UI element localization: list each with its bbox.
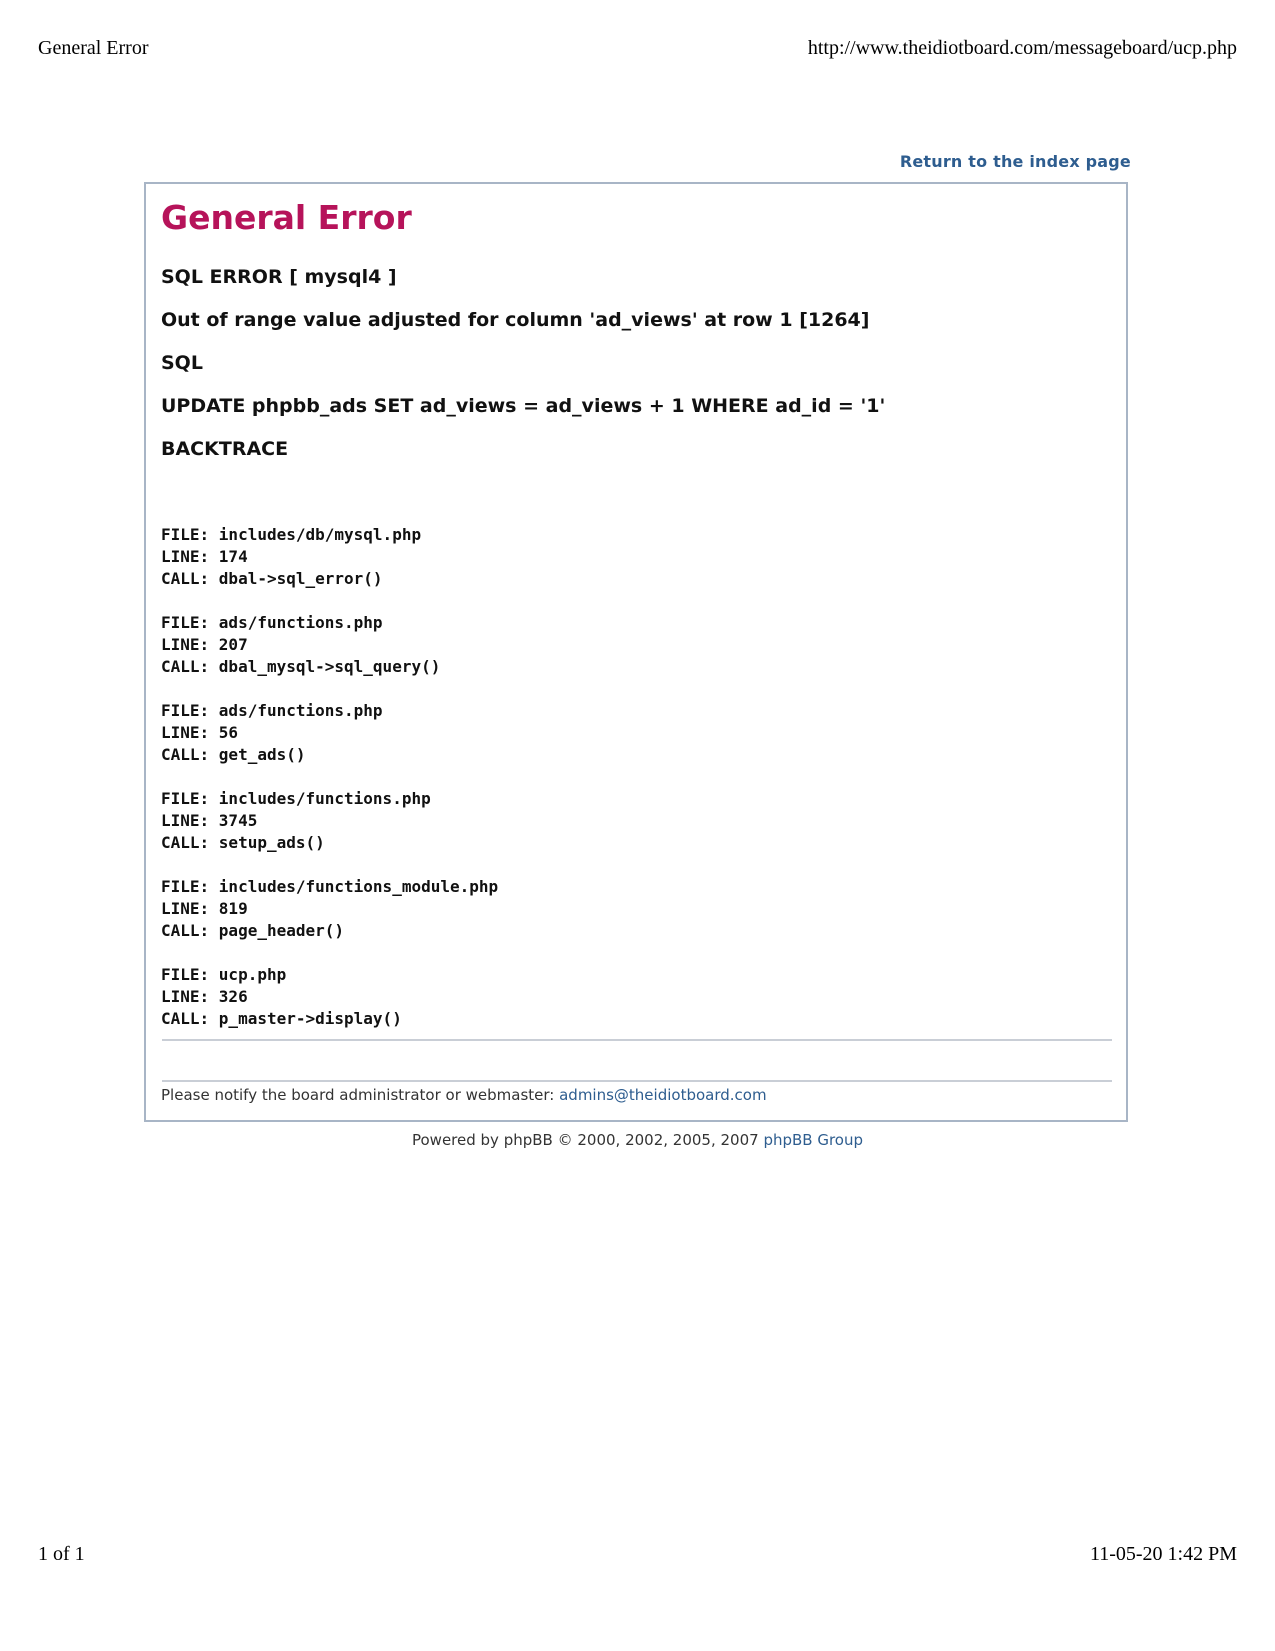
backtrace-call: CALL: dbal_mysql->sql_query()	[161, 657, 441, 676]
print-header-url: http://www.theidiotboard.com/messageboard/ucp.php	[807, 37, 1237, 59]
backtrace-call: CALL: dbal->sql_error()	[161, 569, 383, 588]
backtrace-line: LINE: 174	[161, 547, 248, 566]
print-datetime: 11-05-20 1:42 PM	[1089, 1543, 1237, 1565]
error-panel	[144, 182, 1128, 1122]
powered-text: Powered by phpBB © 2000, 2002, 2005, 2007	[411, 1131, 764, 1149]
backtrace-call: CALL: get_ads()	[161, 745, 306, 764]
divider	[162, 1080, 1112, 1082]
backtrace-entry	[161, 788, 498, 854]
backtrace-label: BACKTRACE	[161, 438, 289, 460]
return-to-index-link[interactable]: Return to the index page	[899, 152, 1131, 171]
backtrace-file: FILE: ucp.php	[161, 965, 287, 984]
notify-text: Please notify the board administrator or webmaster:	[161, 1086, 560, 1104]
backtrace-line: LINE: 326	[161, 987, 248, 1006]
backtrace-entry	[161, 700, 498, 766]
backtrace-entry	[161, 876, 498, 942]
backtrace-file: FILE: includes/functions_module.php	[161, 877, 499, 896]
print-header-title: General Error	[38, 37, 149, 59]
backtrace-file: FILE: includes/functions.php	[161, 789, 431, 808]
backtrace-entry	[161, 612, 498, 678]
backtrace-file: FILE: ads/functions.php	[161, 701, 383, 720]
admin-email-link[interactable]: admins@theidiotboard.com	[559, 1086, 767, 1104]
backtrace-file: FILE: ads/functions.php	[161, 613, 383, 632]
backtrace-call: CALL: setup_ads()	[161, 833, 325, 852]
backtrace-line: LINE: 3745	[161, 811, 258, 830]
sql-error-label: SQL ERROR [ mysql4 ]	[161, 266, 397, 288]
sql-label: SQL	[161, 352, 203, 374]
sql-query: UPDATE phpbb_ads SET ad_views = ad_views + 1 WHERE ad_id = '1'	[161, 395, 886, 417]
backtrace-line: LINE: 207	[161, 635, 248, 654]
print-page-number: 1 of 1	[38, 1543, 85, 1565]
backtrace-file: FILE: includes/db/mysql.php	[161, 525, 422, 544]
error-message: Out of range value adjusted for column 'ad_views' at row 1 [1264]	[161, 309, 870, 331]
phpbb-group-link[interactable]: phpBB Group	[763, 1131, 864, 1149]
notify-message	[161, 1086, 767, 1104]
backtrace-call: CALL: p_master->display()	[161, 1009, 402, 1028]
divider	[162, 1039, 1112, 1041]
backtrace-list	[161, 524, 498, 1030]
backtrace-entry	[161, 964, 498, 1030]
backtrace-line: LINE: 819	[161, 899, 248, 918]
backtrace-call: CALL: page_header()	[161, 921, 345, 940]
backtrace-line: LINE: 56	[161, 723, 239, 742]
backtrace-entry	[161, 524, 498, 590]
powered-by	[0, 1131, 1275, 1149]
page-title: General Error	[161, 198, 412, 237]
